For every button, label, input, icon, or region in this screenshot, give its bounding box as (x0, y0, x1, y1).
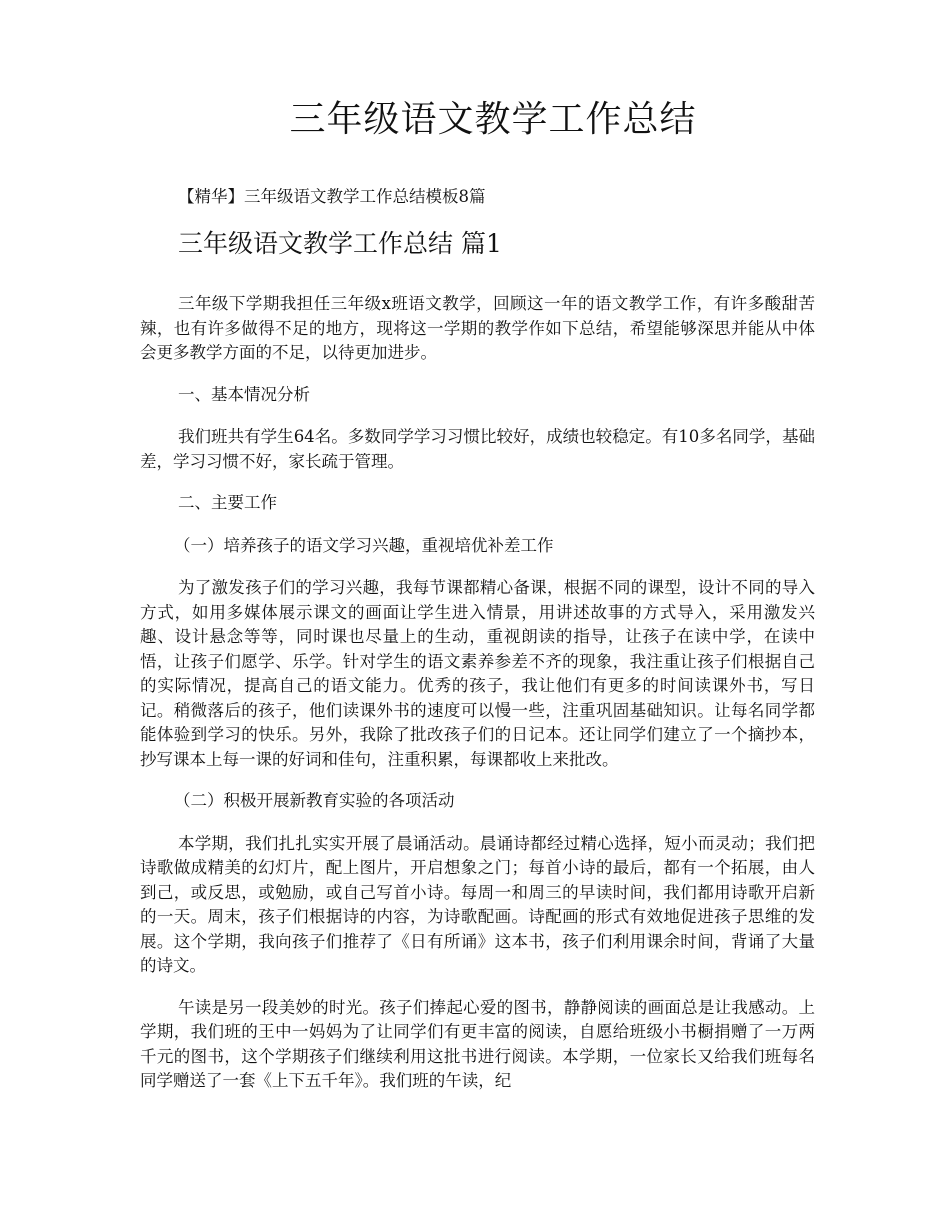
paragraph-intro: 三年级下学期我担任三年级x班语文教学，回顾这一年的语文教学工作，有许多酸甜苦辣，也有许多做得不足的地方，现将这一学期的教学作如下总结，希望能够深思并能从中体会更多教学方面的不足，以待更加进步。 (140, 294, 815, 362)
paragraph-class-info: 我们班共有学生64名。多数同学学习习惯比较好，成绩也较稳定。有10多名同学，基础差，学习习惯不好，家长疏于管理。 (140, 427, 815, 471)
heading-main-work: 二、主要工作 (178, 493, 277, 512)
document-body (140, 292, 815, 1111)
paragraph-interest: 为了激发孩子们的学习兴趣，我每节课都精心备课，根据不同的课型，设计不同的导入方式，如用多媒体展示课文的画面让学生进入情景，用讲述故事的方式导入，采用激发兴趣、设计悬念等等，同时课也尽量上的生动，重视朗读的指导，让孩子在读中学，在读中悟，让孩子们愿学、乐学。针对学生的语文素养参差不齐的现象，我注重让孩子们根据自己的实际情况，提高自己的语文能力。优秀的孩子，我让他们有更多的时间读课外书，写日记。稍微落后的孩子，他们读课外书的速度可以慢一些，注重巩固基础知识。让每名同学都能体验到学习的快乐。另外，我除了批改孩子们的日记本。还让同学们建立了一个摘抄本，抄写课本上每一课的好词和佳句，注重积累，每课都收上来批改。 (140, 578, 815, 769)
document-subtitle: 【精华】三年级语文教学工作总结模板8篇 (178, 187, 486, 206)
paragraph-noon-reading: 午读是另一段美妙的时光。孩子们捧起心爱的图书，静静阅读的画面总是让我感动。上学期，我们班的王中一妈妈为了让同学们有更丰富的阅读，自愿给班级小书橱捐赠了一万两千元的图书，这个学期孩子们继续利用这批书进行阅读。本学期，一位家长又给我们班每名同学赠送了一套《上下五千年》。我们班的午读，纪 (140, 997, 815, 1090)
subheading-new-education: （二）积极开展新教育实验的各项活动 (174, 791, 455, 810)
paragraph-morning-recitation: 本学期，我们扎扎实实开展了晨诵活动。晨诵诗都经过精心选择，短小而灵动；我们把诗歌做成精美的幻灯片，配上图片，开启想象之门；每首小诗的最后，都有一个拓展，由人到己，或反思，或勉励，或自己写首小诗。每周一和周三的早读时间，我们都用诗歌开启新的一天。周末，孩子们根据诗的内容，为诗歌配画。诗配画的形式有效地促进孩子思维的发展。这个学期，我向孩子们推荐了《日有所诵》这本书，孩子们利用课余时间，背诵了大量的诗文。 (140, 833, 815, 975)
document-title: 三年级语文教学工作总结 (289, 99, 697, 140)
subheading-interest: （一）培养孩子的语文学习兴趣，重视培优补差工作 (174, 535, 554, 555)
section-title: 三年级语文教学工作总结 篇1 (178, 229, 502, 258)
heading-basic-situation: 一、基本情况分析 (178, 384, 310, 404)
